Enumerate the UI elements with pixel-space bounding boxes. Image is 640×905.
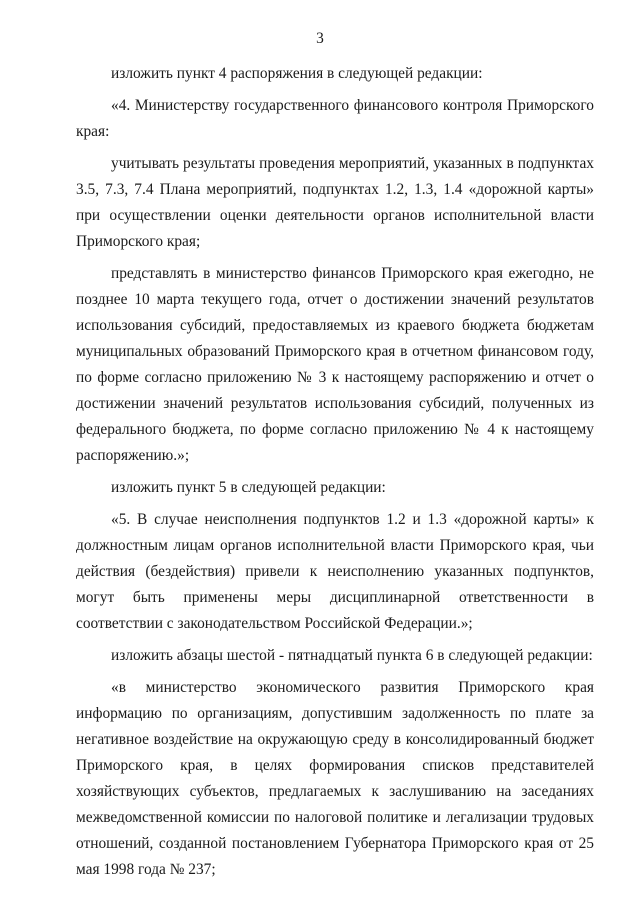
page-number: 3 xyxy=(316,30,324,47)
paragraph-item-5-text: «5. В случае неисполнения подпунктов 1.2 и 1.3 «дорожной карты» к должностным лицам органов исполнительной власти Приморского края, чьи действия (бездействия) привели к неисполнению указанных подпунктов, могут быть применены меры дисциплинарной ответственности в соответствии с законодательством Российской Федерации.»; xyxy=(76,511,594,632)
paragraph-amend-item-4-intro: изложить пункт 4 распоряжения в следующей редакции: xyxy=(111,65,483,82)
paragraph-item-4-consider-results: учитывать результаты проведения мероприятий, указанных в подпунктах 3.5, 7.3, 7.4 Плана мероприятий, подпунктах 1.2, 1.3, 1.4 «дорожной карты» при осуществлении оценки деятельности органов исполнительной власти Приморского края; xyxy=(76,155,594,250)
paragraph-amend-item-5-intro: изложить пункт 5 в следующей редакции: xyxy=(111,479,386,496)
document-body xyxy=(76,61,594,883)
paragraph-item-4-heading: «4. Министерству государственного финансового контроля Приморского края: xyxy=(76,97,594,140)
paragraph-item-4-submit-report: представлять в министерство финансов Приморского края ежегодно, не позднее 10 марта текущего года, отчет о достижении значений результатов использования субсидий, предоставляемых из краевого бюджета бюджетам муниципальных образований Приморского края в отчетном финансовом году, по форме согласно приложению № 3 к настоящему распоряжению и отчет о достижении значений результатов использования субсидий, полученных из федерального бюджета, по форме согласно приложению № 4 к настоящему распоряжению.»; xyxy=(76,265,594,464)
paragraph-amend-item-6-intro: изложить абзацы шестой - пятнадцатый пункта 6 в следующей редакции: xyxy=(111,647,593,664)
paragraph-item-6-text: «в министерство экономического развития Приморского края информацию по организациям, допустившим задолженность по плате за негативное воздействие на окружающую среду в консолидированный бюджет Приморского края, в целях формирования списков представителей хозяйствующих субъектов, предлагаемых к заслушиванию на заседаниях межведомственной комиссии по налоговой политике и легализации трудовых отношений, созданной постановлением Губернатора Приморского края от 25 мая 1998 года № 237; xyxy=(76,679,594,878)
